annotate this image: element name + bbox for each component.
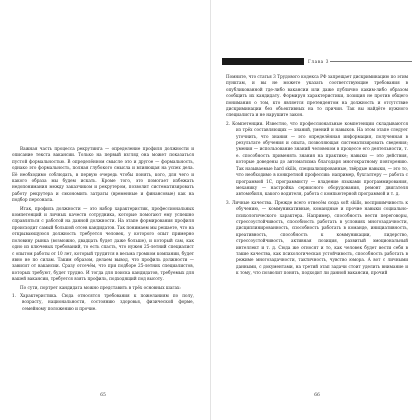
chapter-header-bar bbox=[222, 58, 304, 65]
numbered-paragraph: 3. Личные качества. Прежде всего отнесём сюда soft skills, восприимчивость к обучению, — коммуникативные, командные и прочие навыки социально-психологического характера. Например, способность вести переговоры, стрессоустойчивость, способность работать в условиях многозадачности, дисциплинированность, способность работать в команде, инициативность, креативность, способность к коммуникации, лидерство, стрессоустойчивость, активная позиция, развитый эмоциональный интеллект и т. д. Сюда же относят и то, как человек будет вести себя в такие качества, как психологическая устойчивость, способность работать в режиме многозадачности, тактичность, чувство юмора. А вот с личными данными, с документами, на третий этап задачи стоит уделить внимание и к тому, что позволит понять, подходит ли данной вакансии, прочий bbox=[226, 199, 408, 276]
paragraph: Помните, что статья 3 Трудового кодекса РФ запрещает дискриминацию по этим пунктам, и вы не можете указать соответствующие требования в опубликованной где-либо вакансии или даже публично каким-либо образом сообщить их кандидату. Формируя характеристики, позиция не против общего понимания о том, кто является претендентом на должность и отсутствие дискриминации без объективных на то причин. Так вы найдёте нужного специалиста и не нарушите закон. bbox=[226, 74, 408, 118]
numbered-paragraph: 1. Характеристика. Сюда относятся требования к пожеланиям по полу, возрасту, национальности, состоянию здоровья, физической форме, семейному положению и прочие. bbox=[12, 292, 194, 311]
chapter-label: Глава 3 bbox=[308, 59, 329, 64]
book-gutter bbox=[210, 0, 211, 420]
left-page-text bbox=[12, 146, 194, 314]
paragraph: Важная часть процесса рекрутинга — определение профиля должности и описание текста вакансии. Только на первый взгляд она может показаться пустой формальностью. В определённом смысле это и другое — формальность, однако это формальность, полная глубокого смысла и влияющая на успех дела. Её необходимо соблюдать, в первую очередь чтобы понять, кого, для чего и какого образа мы будем искать. Кроме того, это помогает избежать недопонимания между заказчиком и рекрутером, позволит систематизировать работу рекрутера и сэкономить затраты (временные и финансовые) как на подбор персонала. bbox=[12, 146, 194, 203]
paragraph: Итак, профиль должности — это набор характеристик, профессиональных компетенций и личных качеств сотрудника, которые помогают ему успешно справляться с работой на данной должности. На этапе формирования профиля происходит самый большой отсев кандидатов. Так понимаем мы решаете, что на открывающуюся должность требуется человек, у которого опыт примерно половину рынка (возможно, двадцать будет даже больше), и который сам, как одно из ключевых требований, то есть спасть, что нужен 25-летний специалист с опытом работы от 10 лет, который трудится в весьма громком компании, будет явно не по силам. Таким образом, делаем вывод, что профиль должности — зависит от вакансии. Сразу отсечём, что при подборе 25-летних специалистов, которых требуют, будет трудно. И тогда для поиска кандидатов, требуемых для вашей вакансии, требуется взять профиль, подходящий под высоту. bbox=[12, 205, 194, 282]
paragraph: По сути, портрет кандидата можно представить в трёх основных шагах: bbox=[20, 284, 181, 290]
header-rule bbox=[330, 61, 412, 62]
left-page bbox=[8, 18, 198, 402]
right-page-text bbox=[226, 74, 408, 279]
numbered-paragraph: 2. Компетенции. Известно, что профессиональные компетенции складываются из трёх составляющих — знаний, умений и навыков. На этом этапе следует уточнить, что знания — это определённая информация, полученная в результате обучения и опыта, позволяющая систематизировать сведения; умения — использование знаний человеком в процессе его деятельности, т. е. способность применять знания на практике; навыки — это действия, которые доведены до автоматизма благодаря многократному повторению. Так называемые hard skills, специализированные, твёрдые навыки, — это то, что необходимо в конкретной профессии: например, бухгалтеру — работа с программой 1С, программисту — владение языками программирования, механику — настройка сервисного оборудования, ремонт двигателя автомобиля, какого водителя, работа с компьютерной программой и т. д. bbox=[226, 120, 408, 197]
right-page bbox=[222, 18, 412, 402]
page-number: 65 bbox=[100, 393, 106, 398]
page-number: 66 bbox=[314, 393, 320, 398]
